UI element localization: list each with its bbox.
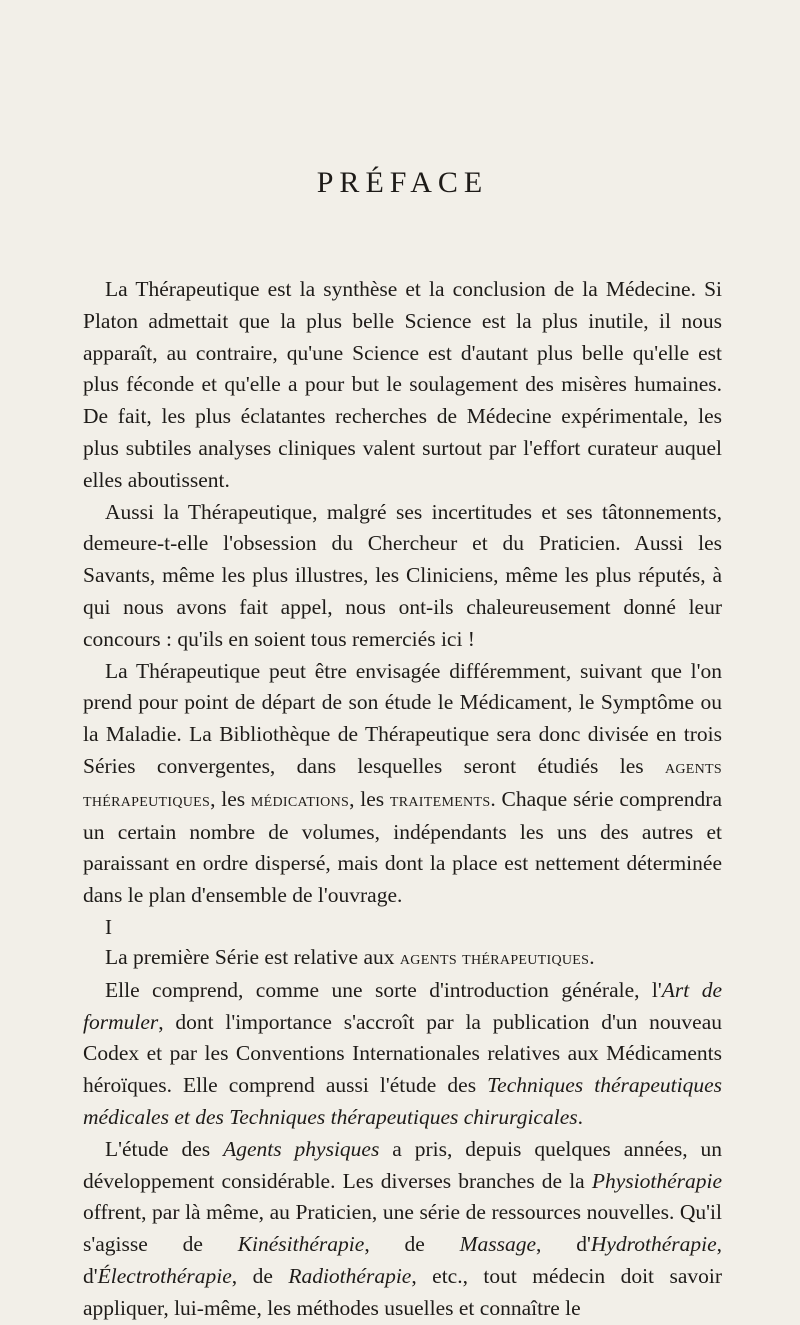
text-run: L'étude des (105, 1136, 224, 1161)
text-run: , etc., tout médecin doit savoir appliquer, lui-même, les méthodes usuelles et connaître le (83, 1263, 722, 1320)
italic-term: Physiothérapie (591, 1168, 722, 1193)
small-caps-term: agents thérapeutiques (399, 946, 590, 969)
page-title: PRÉFACE (316, 166, 489, 199)
text-run: . (589, 944, 595, 969)
text-run: La Thérapeutique peut être envisagée différemment, suivant que l'on prend pour point de départ de son étude le Médicament, le Symptôme ou la Maladie. La Bibliothèque de Thérapeutique sera donc divisée en trois Séries convergentes, dans lesquelles seront étudiés les (83, 658, 722, 778)
intro-paragraph-3 (83, 656, 722, 912)
italic-term: Électrothérapie (97, 1263, 232, 1288)
text-run: , de (364, 1232, 460, 1257)
italic-term: Agents physiques (223, 1136, 380, 1161)
text-run: , les (210, 786, 251, 811)
intro-paragraph-2: Aussi la Thérapeutique, malgré ses incertitudes et ses tâtonnements, demeure-t-elle l'obsession du Chercheur et du Praticien. Aussi les Savants, même les plus illustres, les Cliniciens, même les plus réputés, à qui nous avons fait appel, nous ont-ils chaleureusement donné leur concours : qu'ils en soient tous remerciés ici ! (83, 499, 722, 651)
text-run: a pris, depuis quelques années, un développement considérable. Les diverses branches de la (83, 1136, 723, 1193)
text-run: , d' (83, 1232, 723, 1288)
text-run: , d' (536, 1232, 591, 1257)
text-run: La première Série est relative aux (105, 944, 400, 969)
italic-term: Radiothérapie (288, 1263, 412, 1288)
intro-paragraph-1: La Thérapeutique est la synthèse et la conclusion de la Médecine. Si Platon admettait que la plus belle Science est la plus inutile, il nous apparaît, au contraire, qu'une Science est d'autant plus belle qu'elle est plus féconde et qu'elle a pour but le soulagement des misères humaines. De fait, les plus éclatantes recherches de Médecine expérimentale, les plus subtiles analyses cliniques valent surtout par l'effort curateur auquel elles aboutissent. (83, 277, 722, 492)
text-run: , de (231, 1263, 289, 1288)
italic-term: Art de formuler (83, 977, 722, 1034)
text-run: , dont l'importance s'accroît par la publication d'un nouveau Codex et par les Conventions Internationales relatives aux Médicaments héroïques. Elle comprend aussi l'étude des (83, 1009, 722, 1098)
section-1-paragraph-2 (83, 975, 722, 1134)
small-caps-term: agents thérapeutiques (83, 755, 722, 811)
small-caps-term: traitements (389, 788, 491, 811)
italic-term: Hydrothérapie (590, 1232, 717, 1257)
section-heading: I (105, 914, 112, 939)
italic-term: Techniques thérapeutiques médicales et des Techniques thérapeutiques chirurgicales (83, 1073, 722, 1129)
italic-term: Kinésithérapie (237, 1232, 365, 1257)
preface-body (83, 274, 722, 1325)
italic-term: Massage (459, 1232, 537, 1257)
section-1-paragraph-1 (83, 942, 722, 975)
text-run: offrent, par là même, au Praticien, une série de ressources nouvelles. Qu'il s'agisse de (83, 1200, 722, 1257)
text-run: . (577, 1104, 583, 1129)
text-run: , les (349, 786, 390, 811)
small-caps-term: médications (250, 788, 350, 811)
text-run: . Chaque série comprendra un certain nombre de volumes, indépendants les uns des autres et paraissant en ordre dispersé, mais dont la place est nettement déterminée dans le plan d'ensemble de l'ouvrage. (83, 786, 723, 908)
section-1-paragraph-3 (83, 1134, 722, 1325)
text-run: Elle comprend, comme une sorte d'introduction générale, l' (105, 977, 662, 1002)
